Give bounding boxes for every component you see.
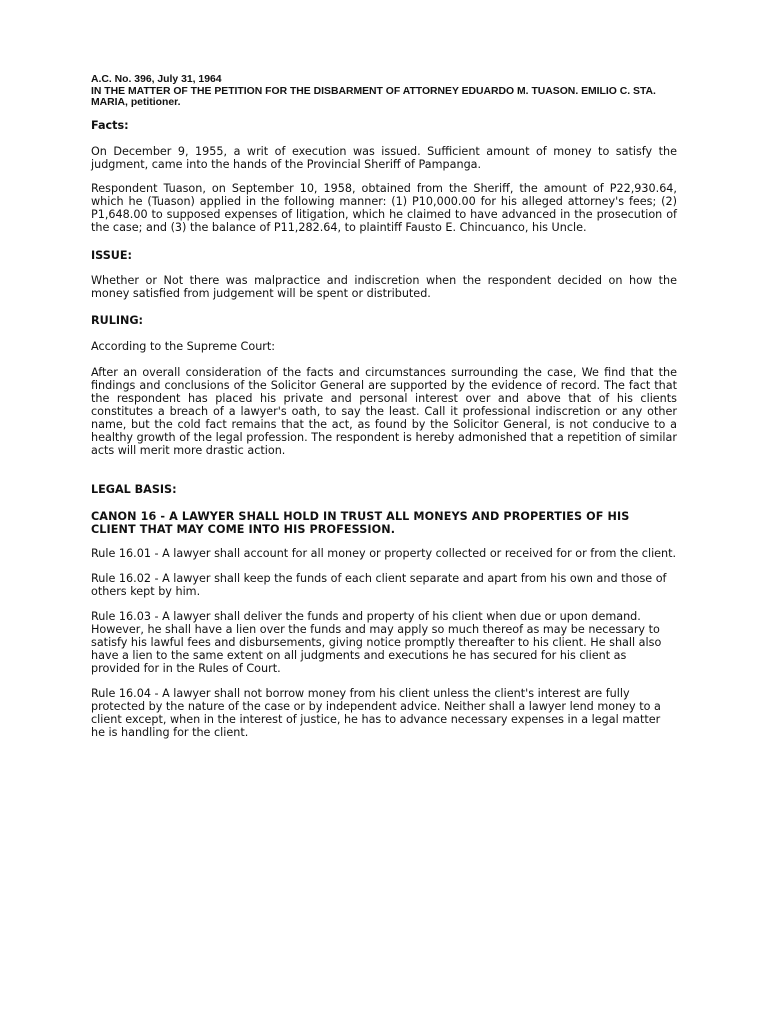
ruling-intro: According to the Supreme Court: [91, 339, 276, 353]
issue-heading: ISSUE: [91, 248, 132, 262]
facts-paragraph-1: On December 9, 1955, a writ of execution was issued. Sufficient amount of money to satisfy the judgment, came into the hands of the Provincial Sheriff of Pampanga. [91, 144, 677, 171]
rule-16-01: Rule 16.01 - A lawyer shall account for all money or property collected or received for or from the client. [91, 546, 677, 560]
issue-paragraph: Whether or Not there was malpractice and indiscretion when the respondent decided on how the money satisfied from judgement will be spent or distributed. [91, 273, 677, 300]
facts-paragraph-2: Respondent Tuason, on September 10, 1958, obtained from the Sheriff, the amount of P22,930.64, which he (Tuason) applied in the following manner: (1) P10,000.00 for his alleged attorney's fees; (2) P1,648.00 to supposed expenses of litigation, which he claimed to have advanced in the prosecution of the case; and (3) the balance of P11,282.64, to plaintiff Fausto E. Chincuanco, his Uncle. [91, 181, 677, 234]
document-page [91, 74, 677, 739]
canon-16-title: CANON 16 - A LAWYER SHALL HOLD IN TRUST ALL MONEYS AND PROPERTIES OF HIS CLIENT THAT MAY COME INTO HIS PROFESSION. [91, 509, 630, 536]
rule-16-02: Rule 16.02 - A lawyer shall keep the funds of each client separate and apart from his own and those of others kept by him. [91, 571, 667, 598]
rule-16-03: Rule 16.03 - A lawyer shall deliver the funds and property of his client when due or upon demand. However, he shall have a lien over the funds and may apply so much thereof as may be necessary to satisfy his lawful fees and disbursements, giving notice promptly thereafter to his client. He shall also have a lien to the same extent on all judgments and executions he has secured for his client as provided for in the Rules of Court. [91, 609, 662, 675]
rule-16-04: Rule 16.04 - A lawyer shall not borrow money from his client unless the client's interest are fully protected by the nature of the case or by independent advice. Neither shall a lawyer lend money to a client except, when in the interest of justice, he has to advance necessary expenses in a legal matter he is handling for the client. [91, 686, 661, 739]
legal-basis-heading: LEGAL BASIS: [91, 482, 177, 496]
ruling-quote: After an overall consideration of the facts and circumstances surrounding the case, We find that the findings and conclusions of the Solicitor General are supported by the evidence of record. The fact that the respondent has placed his private and personal interest over and above that of his clients constitutes a breach of a lawyer's oath, to say the least. Call it professional indiscretion or any other name, but the cold fact remains that the act, as found by the Solicitor General, is not conducive to a healthy growth of the legal profession. The respondent is hereby admonished that a repetition of similar acts will merit more drastic action. [91, 365, 677, 457]
ruling-heading: RULING: [91, 313, 144, 327]
case-title: IN THE MATTER OF THE PETITION FOR THE DISBARMENT OF ATTORNEY EDUARDO M. TUASON. EMILIO C. STA. MARIA, petitioner. [91, 85, 656, 108]
facts-heading: Facts: [91, 118, 129, 132]
case-number: A.C. No. 396, July 31, 1964 [91, 74, 222, 85]
